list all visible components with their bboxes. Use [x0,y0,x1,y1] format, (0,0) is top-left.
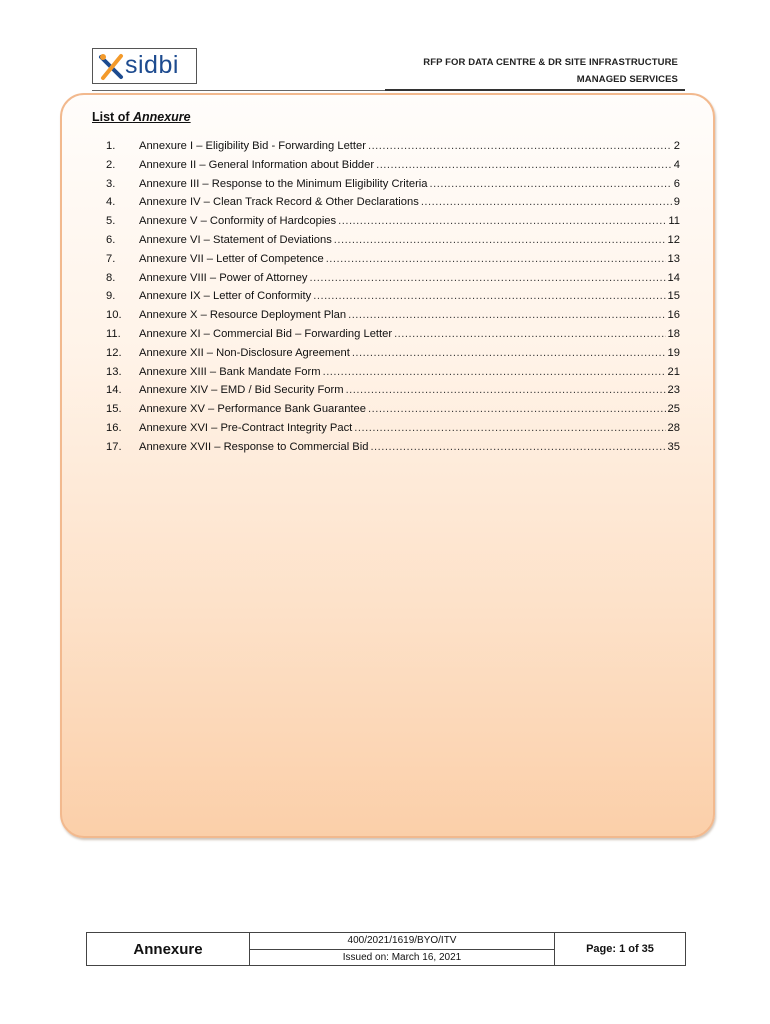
annexure-list-item[interactable] [106,159,680,178]
annexure-list-item[interactable] [106,328,680,347]
dot-leader [323,366,666,378]
annexure-number: 5. [106,215,116,228]
dot-leader [326,253,666,265]
annexure-title: Annexure XI – Commercial Bid – Forwarding Letter [139,327,393,340]
annexure-page-number: 19 [667,346,680,359]
list-title [92,110,191,124]
dot-leader [430,178,672,190]
footer-ref-number: 400/2021/1619/BYO/ITV [250,933,554,950]
document-footer [86,932,686,966]
annexure-page-number: 4 [673,158,680,171]
dot-leader [394,328,665,340]
dot-leader [348,309,665,321]
annexure-title: Annexure XVI – Pre-Contract Integrity Pact [139,421,353,434]
annexure-title: Annexure IX – Letter of Conformity [139,290,312,303]
annexure-number: 16. [106,421,122,434]
annexure-page-number: 6 [673,177,680,190]
annexure-page-number: 23 [667,384,680,397]
annexure-page-number: 18 [667,327,680,340]
annexure-page-number: 35 [667,440,680,453]
annexure-title: Annexure V – Conformity of Hardcopies [139,215,337,228]
annexure-list-item[interactable] [106,140,680,159]
annexure-list-item[interactable] [106,366,680,385]
annexure-list-item[interactable] [106,309,680,328]
annexure-list [106,140,680,460]
document-header-title [423,54,678,88]
annexure-page-number: 16 [667,309,680,322]
footer-reference [250,933,555,965]
annexure-number: 12. [106,346,122,359]
sidbi-logo [92,48,197,84]
annexure-number: 17. [106,440,122,453]
footer-issued-date: Issued on: March 16, 2021 [342,951,462,963]
annexure-number: 4. [106,196,116,209]
annexure-title: Annexure IV – Clean Track Record & Other Declarations [139,196,419,209]
annexure-number: 8. [106,271,116,284]
annexure-title: Annexure XII – Non-Disclosure Agreement [139,346,350,359]
annexure-number: 15. [106,403,122,416]
dot-leader [368,140,672,152]
annexure-page-number: 11 [668,215,680,228]
annexure-list-item[interactable] [106,196,680,215]
annexure-title: Annexure XV – Performance Bank Guarantee [139,403,366,416]
dot-leader [334,234,666,246]
annexure-list-item[interactable] [106,178,680,197]
annexure-page-number: 9 [673,196,680,209]
annexure-number: 10. [106,309,122,322]
annexure-page-number: 25 [667,403,680,416]
annexure-number: 6. [106,233,116,246]
annexure-number: 2. [106,158,116,171]
annexure-page-number: 2 [673,140,680,152]
dot-leader [338,215,666,227]
dot-leader [352,347,666,359]
dot-leader [368,403,666,415]
annexure-title: Annexure I – Eligibility Bid - Forwarding Letter [139,140,366,152]
dot-leader [310,272,666,284]
dot-leader [313,290,665,302]
annexure-page-number: 13 [667,252,680,265]
annexure-list-item[interactable] [106,384,680,403]
annexure-title: Annexure XVII – Response to Commercial Bid [139,440,369,453]
annexure-number: 11. [106,327,121,340]
list-title-prefix: List of [92,110,133,124]
annexure-number: 7. [106,252,116,265]
annexure-number: 9. [106,290,116,303]
footer-page-number: Page: 1 of 35 [586,943,654,955]
annexure-title: Annexure III – Response to the Minimum Eligibility Criteria [139,177,428,190]
annexure-list-item[interactable] [106,441,680,460]
header-divider-accent [385,89,685,91]
annexure-list-item[interactable] [106,347,680,366]
dot-leader [370,441,665,453]
annexure-number: 14. [106,384,122,397]
dot-leader [421,196,672,208]
annexure-title: Annexure VIII – Power of Attorney [139,271,308,284]
annexure-title: Annexure XIV – EMD / Bid Security Form [139,384,344,397]
annexure-number: 3. [106,177,116,190]
dot-leader [376,159,672,171]
annexure-title: Annexure X – Resource Deployment Plan [139,309,347,322]
list-title-emphasis: Annexure [132,110,191,124]
annexure-page-number: 12 [667,233,680,246]
annexure-page-number: 21 [667,365,680,378]
annexure-title: Annexure XIII – Bank Mandate Form [139,365,321,378]
annexure-list-item[interactable] [106,234,680,253]
header-title-line1: RFP FOR DATA CENTRE & DR SITE INFRASTRUCTURE [423,57,678,68]
annexure-number: 1. [106,140,116,152]
annexure-page-number: 28 [667,421,680,434]
sidbi-logo-mark-icon [97,53,125,81]
annexure-page-number: 14 [667,271,680,284]
logo-text: sidbi [125,51,179,79]
annexure-number: 13. [106,365,122,378]
annexure-title: Annexure VI – Statement of Deviations [139,233,332,246]
annexure-list-item[interactable] [106,422,680,441]
annexure-list-item[interactable] [106,403,680,422]
annexure-page-number: 15 [667,290,680,303]
annexure-title: Annexure VII – Letter of Competence [139,252,324,265]
annexure-title: Annexure II – General Information about Bidder [139,158,375,171]
header-title-line2: MANAGED SERVICES [576,74,678,85]
annexure-list-item[interactable] [106,272,680,291]
annexure-list-item[interactable] [106,290,680,309]
annexure-list-item[interactable] [106,215,680,234]
footer-section-name: Annexure [87,933,250,965]
annexure-list-item[interactable] [106,253,680,272]
dot-leader [354,422,665,434]
dot-leader [346,384,666,396]
